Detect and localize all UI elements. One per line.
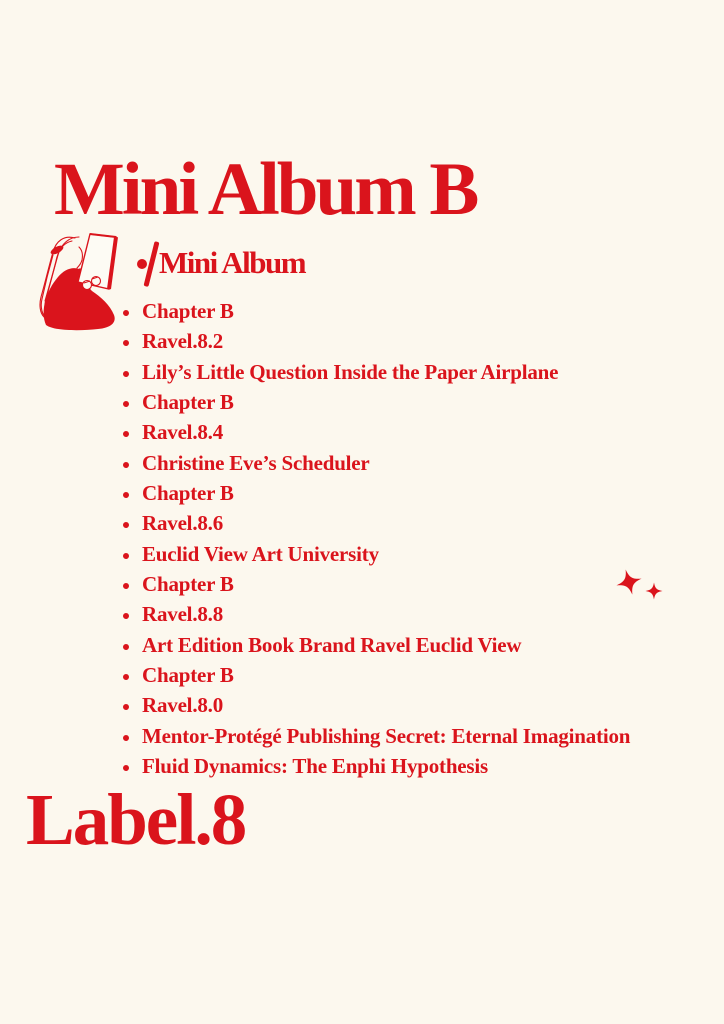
page-subtitle: Mini Album <box>159 245 306 280</box>
track-list-item: Chapter B <box>123 569 630 599</box>
track-list-item: Christine Eve’s Scheduler <box>123 448 630 478</box>
track-list-item: Chapter B <box>123 478 630 508</box>
track-list-item: Chapter B <box>123 660 630 690</box>
subtitle-bullet-icon <box>137 259 147 269</box>
track-list-item: Art Edition Book Brand Ravel Euclid View <box>123 630 630 660</box>
track-list <box>123 296 630 782</box>
track-list-item: Lily’s Little Question Inside the Paper Airplane <box>123 357 630 387</box>
track-list-item: Fluid Dynamics: The Enphi Hypothesis <box>123 751 630 781</box>
sparkles-icon <box>606 558 676 613</box>
track-list-item: Ravel.8.4 <box>123 417 630 447</box>
track-list-item: Ravel.8.6 <box>123 508 630 538</box>
page-title: Mini Album B <box>54 148 477 231</box>
track-list-item: Ravel.8.8 <box>123 599 630 629</box>
track-list-item: Mentor-Protégé Publishing Secret: Eternal Imagination <box>123 721 630 751</box>
track-list-item: Chapter B <box>123 296 630 326</box>
track-list-item: Euclid View Art University <box>123 539 630 569</box>
track-list-item: Chapter B <box>123 387 630 417</box>
track-list-item: Ravel.8.0 <box>123 690 630 720</box>
footer-label: Label.8 <box>26 779 246 860</box>
track-list-item: Ravel.8.2 <box>123 326 630 356</box>
